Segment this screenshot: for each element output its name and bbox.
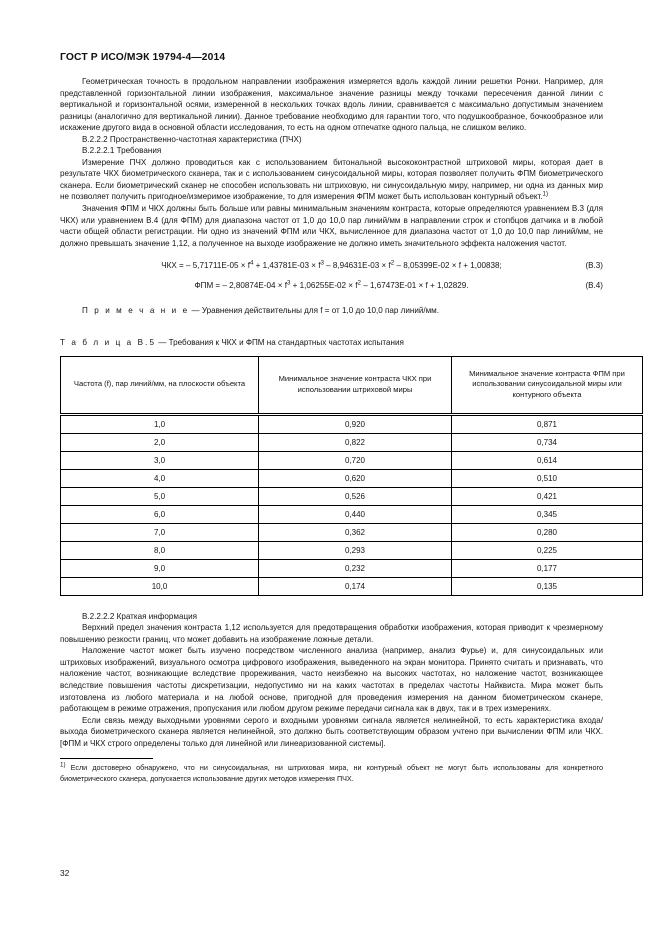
note-label: П р и м е ч а н и е <box>82 306 190 316</box>
footnote-text <box>60 763 603 784</box>
table-row <box>61 577 643 595</box>
table-row <box>61 414 643 433</box>
table-row <box>61 451 643 469</box>
table-header-row <box>61 356 643 414</box>
table-caption-text: — Требования к ЧКХ и ФПМ на стандартных частотах испытания <box>156 337 404 347</box>
paragraph-pchh-measurement <box>60 157 603 203</box>
table-row <box>61 505 643 523</box>
footnote-divider <box>60 758 153 759</box>
formula-b3-mid-2: – 8,94631E-03 × f <box>323 261 391 271</box>
cell-frequency: 9,0 <box>61 559 259 577</box>
table-row <box>61 469 643 487</box>
formula-b3-tail: – 8,05399E-02 × f + 1,00838; <box>394 261 502 271</box>
cell-chkh: 0,620 <box>259 469 452 487</box>
footnote-body: Если достоверно обнаружено, что ни синусоидальная, ни штриховая мира, ни контурный объект не могут быть использованы для конкретного биометрического сканера, допускается использование других методов измерения ПЧХ. <box>60 763 603 783</box>
formula-b4-expression <box>194 281 468 290</box>
table-caption <box>60 338 603 347</box>
table-header-frequency: Частота (f), пар линий/мм, на плоскости объекта <box>61 356 259 414</box>
cell-frequency: 7,0 <box>61 523 259 541</box>
table-header-fpm: Минимальное значение контраста ФПМ при использовании синусоидальной миры или контурного объекта <box>452 356 643 414</box>
table-row <box>61 523 643 541</box>
cell-fpm: 0,177 <box>452 559 643 577</box>
cell-frequency: 6,0 <box>61 505 259 523</box>
formula-b4-number: (В.4) <box>585 281 603 291</box>
formula-b3-prefix: ЧКХ = – 5,71711E-05 × f <box>161 261 250 271</box>
table-body <box>61 414 643 595</box>
clause-b2222-heading: В.2.2.2 Пространственно-частотная характеристика (ПЧХ) <box>82 134 302 144</box>
cell-chkh: 0,526 <box>259 487 452 505</box>
formula-b3-number: (В.3) <box>585 261 603 271</box>
page-content <box>60 0 625 784</box>
table-row <box>61 433 643 451</box>
paragraph-pchh-measurement-text: Измерение ПЧХ должно проводиться как с использованием битональной высококонтрастной штриховой миры, которая дает в результате ЧКХ биометрического сканера, так и с использованием синусоидальной миры, которая позволяет получить ФПМ биометрического сканера. Если биометрический сканер не способен использовать ни штриховую, ни синусоидальную миру, например, ни одна из данных мир не позволяет получить пригодное/измеримое изображение, то для измерения ФПМ может быть использован контурный объект. <box>60 157 603 202</box>
formula-b4-exponent-2: 2 <box>357 279 361 287</box>
cell-chkh: 0,232 <box>259 559 452 577</box>
cell-fpm: 0,871 <box>452 414 643 433</box>
table-header-chkh: Минимальное значение контраста ЧКХ при использовании штриховой миры <box>259 356 452 414</box>
requirements-table <box>60 356 643 596</box>
cell-fpm: 0,135 <box>452 577 643 595</box>
cell-fpm: 0,734 <box>452 433 643 451</box>
cell-fpm: 0,421 <box>452 487 643 505</box>
intro-text-block <box>60 76 603 249</box>
cell-chkh: 0,362 <box>259 523 452 541</box>
note-text: — Уравнения действительны для f = от 1,0 до 10,0 пар линий/мм. <box>189 306 439 316</box>
cell-frequency: 1,0 <box>61 414 259 433</box>
cell-frequency: 4,0 <box>61 469 259 487</box>
footnote-section <box>60 758 603 784</box>
formula-b3-expression <box>161 261 502 270</box>
table-row <box>61 559 643 577</box>
cell-frequency: 10,0 <box>61 577 259 595</box>
paragraph-geometric-accuracy: Геометрическая точность в продольном направлении изображения измеряется вдоль каждой линии решетки Ронки. Например, для представленной горизонтальной линии изображения, максимальное значение разницы между точками пересечения данной линии с вертикальной и горизонтальной осями, измеренной в нескольких точках вдоль линии, сравнивается с максимально допустимым значением разницы (аналогично для вертикальной линии). Данное требование необходимо для гарантии того, что подушкообразное, бочкообразное или искажение другого вида в основной области исследования, то есть на одном отпечатке одного пальца, не слишком велико. <box>60 77 603 133</box>
paragraph-contrast-upper-limit: Верхний предел значения контраста 1,12 используется для предотвращения обработки изображения, которая приводит к чрезмерному повышению резкости границ, что может добавить на изображение ложные детали. <box>60 623 603 644</box>
table-head <box>61 356 643 414</box>
clause-b22222-heading: В.2.2.2.2 Краткая информация <box>82 611 198 621</box>
formula-b4-row <box>60 280 603 292</box>
cell-frequency: 3,0 <box>61 451 259 469</box>
note-block <box>60 305 603 317</box>
table-row <box>61 541 643 559</box>
cell-chkh: 0,720 <box>259 451 452 469</box>
footnote-marker: 1) <box>60 761 66 769</box>
cell-fpm: 0,345 <box>452 505 643 523</box>
formula-b4-mid-1: + 1,06255E-02 × f <box>290 281 358 291</box>
cell-fpm: 0,225 <box>452 541 643 559</box>
formula-b3-exponent-2: 3 <box>320 259 324 267</box>
cell-chkh: 0,174 <box>259 577 452 595</box>
formula-b3-mid-1: + 1,43781E-03 × f <box>253 261 321 271</box>
paragraph-fpm-chkh-values: Значения ФПМ и ЧКХ должны быть больше или равны минимальным значениям контраста, которые определяются уравнением В.3 (для ЧКХ) или уравнением В.4 (для ФПМ) для диапазона частот от 1,0 до 10,0 пар линий/мм в направлении строк и стопбцов датчика и в любой части общей области регистрации. Ни одно из значений ФПМ или ЧКХ, вычисленное для диапазона частот от 1,0 до 10,0 пар линий/мм, не должно превышать значение 1,12, а полученное на выходе изображение не должно иметь значительного эффекта наложения частот. <box>60 204 603 248</box>
formula-b3-exponent-3: 2 <box>390 259 395 267</box>
footnote-marker-inline: 1) <box>542 190 549 198</box>
cell-frequency: 8,0 <box>61 541 259 559</box>
clause-b22221-heading: В.2.2.2.1 Требования <box>82 146 162 156</box>
cell-chkh: 0,920 <box>259 414 452 433</box>
cell-frequency: 2,0 <box>61 433 259 451</box>
cell-chkh: 0,440 <box>259 505 452 523</box>
paragraph-nonlinear-response: Если связь между выходными уровнями серого и входными уровнями сигнала является нелинейной, то есть характеристика входа/выхода биометрического сканера является нелинейной, это должно быть соответствующим образом учтено при вычислении ФПМ или ЧКХ. [ФПМ и ЧКХ строго определены только для линейной или линеаризованной системы]. <box>60 715 603 748</box>
cell-fpm: 0,614 <box>452 451 643 469</box>
paragraph-aliasing: Наложение частот может быть изучено посредством численного анализа (например, анализ Фурье) и, для синусоидальных или штриховых изображений, визуального осмотра цифрового изображения, выведенного на экран монитора. Принято считать и признавать, что наложение частот, возникающие вследствие прореживания, часто неизбежно на высоких частотах, но наложение частот, возникающее вследствие повышения частоты дискретизации, недопустимо ни на каких частотах в пределах частоты Найквиста. Мира может быть изготовлена из любого материала и на любой основе, пригодной для проведения измерения на данном биометрическом сканере, работающем в режиме отражения, пропускания или любом другом режиме передачи сигнала как в двух, так и в трех измерениях. <box>60 646 603 714</box>
cell-chkh: 0,293 <box>259 541 452 559</box>
formula-b4-prefix: ФПМ = – 2,80874E-04 × f <box>194 281 287 291</box>
formula-b3-row <box>60 260 603 272</box>
cell-frequency: 5,0 <box>61 487 259 505</box>
table-row <box>61 487 643 505</box>
formula-b4-mid-2: – 1,67473E-01 × f + 1,02829. <box>360 281 469 291</box>
after-table-text-block <box>60 611 603 750</box>
cell-chkh: 0,822 <box>259 433 452 451</box>
table-caption-label: Т а б л и ц а В.5 <box>60 337 157 347</box>
page-number: 32 <box>60 868 70 878</box>
document-header: ГОСТ Р ИСО/МЭК 19794-4—2014 <box>60 52 226 63</box>
formula-b3-exponent-1: 4 <box>249 259 254 267</box>
cell-fpm: 0,510 <box>452 469 643 487</box>
cell-fpm: 0,280 <box>452 523 643 541</box>
formula-b4-exponent-1: 3 <box>286 279 291 287</box>
